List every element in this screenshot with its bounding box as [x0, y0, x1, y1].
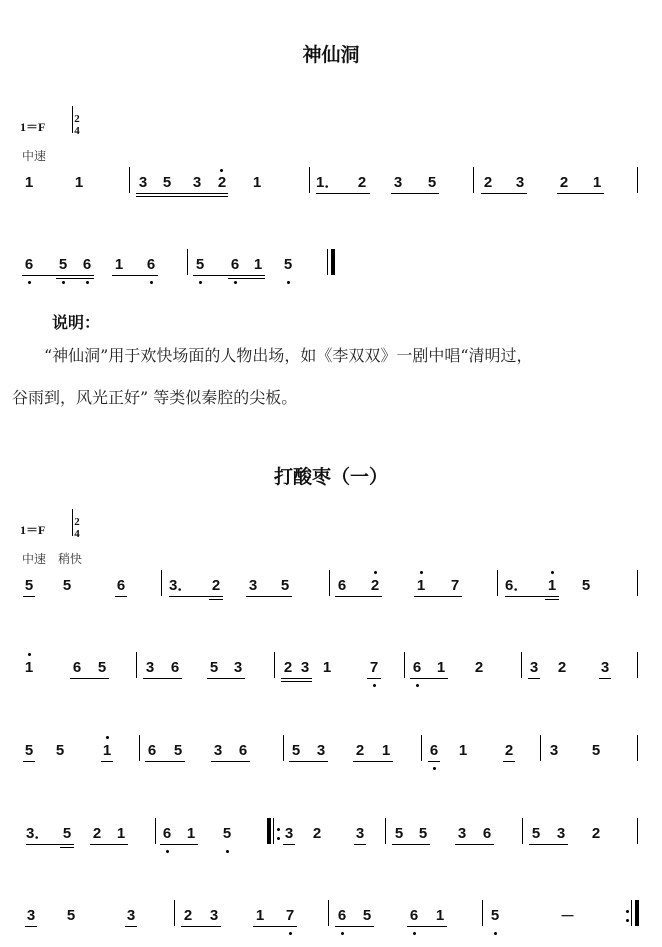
- notation-row: [0, 174, 662, 214]
- note: 1: [114, 256, 124, 273]
- note: 5: [222, 825, 232, 842]
- note: 5: [62, 825, 72, 842]
- underline: [545, 599, 559, 600]
- notation-row: [0, 742, 662, 782]
- underline: [283, 844, 295, 845]
- note: 7: [369, 659, 379, 676]
- octave-dot: [433, 767, 436, 770]
- hold-dash: －: [560, 907, 576, 925]
- barline: [327, 249, 328, 275]
- note: 5: [195, 256, 205, 273]
- underline: [90, 844, 128, 845]
- note: 3: [515, 174, 525, 191]
- note: 3: [316, 742, 326, 759]
- note: 5: [418, 825, 428, 842]
- underline: [143, 678, 182, 679]
- octave-dot: [62, 281, 65, 284]
- note: 1: [436, 659, 446, 676]
- note: 2: [217, 174, 227, 191]
- note: 1: [253, 256, 263, 273]
- octave-dot: [374, 571, 377, 574]
- underline: [228, 278, 265, 279]
- notation-row: [0, 256, 662, 296]
- underline: [181, 926, 221, 927]
- barline: [540, 735, 541, 761]
- time-denominator: 4: [74, 125, 80, 137]
- note: 1: [252, 174, 262, 191]
- note: 6: [238, 742, 248, 759]
- note: 5: [58, 256, 68, 273]
- time-numerator: 2: [74, 113, 80, 125]
- underline: [428, 761, 440, 762]
- note: 5: [490, 907, 500, 924]
- note: 1．: [316, 174, 340, 191]
- time-signature: [71, 113, 83, 137]
- note: 5: [173, 742, 183, 759]
- note: 2: [559, 174, 569, 191]
- octave-dot: [416, 684, 419, 687]
- note: 2: [370, 577, 380, 594]
- note: 6: [162, 825, 172, 842]
- note: 5: [427, 174, 437, 191]
- key-signature: 1＝F: [20, 120, 46, 134]
- octave-dot: [289, 932, 292, 935]
- barline: [329, 570, 330, 596]
- repeat-dot: [277, 828, 280, 831]
- note: 3: [26, 907, 36, 924]
- note: 3．: [26, 825, 50, 842]
- note: 6: [230, 256, 240, 273]
- note: 3: [300, 659, 310, 676]
- explanation-heading: 说明：: [52, 313, 101, 332]
- barline: [174, 900, 175, 926]
- note: 6: [170, 659, 180, 676]
- barline: [497, 570, 498, 596]
- note: 1: [24, 659, 34, 676]
- note: 1: [24, 174, 34, 191]
- underline: [505, 596, 559, 597]
- tempo-marking: 中速: [22, 149, 47, 163]
- octave-dot: [150, 281, 153, 284]
- note: 3: [529, 659, 539, 676]
- note: 1: [416, 577, 426, 594]
- barline: [637, 570, 638, 596]
- underline: [529, 844, 568, 845]
- barline: [637, 167, 638, 193]
- barline: [328, 900, 329, 926]
- note: 1: [116, 825, 126, 842]
- note: 2: [183, 907, 193, 924]
- barline: [129, 167, 130, 193]
- underline: [60, 847, 74, 848]
- note: 1: [186, 825, 196, 842]
- underline: [56, 278, 94, 279]
- underline: [410, 678, 448, 679]
- note: 1: [255, 907, 265, 924]
- barline: [631, 900, 632, 926]
- note: 5: [24, 742, 34, 759]
- underline: [136, 196, 228, 197]
- repeat-barline: [267, 818, 271, 844]
- note: 3: [192, 174, 202, 191]
- underline: [353, 761, 393, 762]
- underline: [169, 596, 223, 597]
- underline: [23, 596, 35, 597]
- octave-dot: [106, 736, 109, 739]
- note: 6: [24, 256, 34, 273]
- underline: [101, 761, 113, 762]
- note: 7: [450, 577, 460, 594]
- octave-dot: [494, 932, 497, 935]
- underline: [115, 596, 127, 597]
- note: 3: [556, 825, 566, 842]
- underline: [455, 844, 494, 845]
- repeat-dot: [277, 837, 280, 840]
- underline: [281, 678, 312, 679]
- note: 2: [312, 825, 322, 842]
- underline: [211, 761, 250, 762]
- song-title: 打酸枣（一）: [273, 466, 388, 488]
- note: 6: [82, 256, 92, 273]
- note: 2: [474, 659, 484, 676]
- explanation-line: 谷雨到，风光正好” 等类似秦腔的尖板。: [12, 388, 298, 407]
- underline: [209, 599, 223, 600]
- note: 5: [581, 577, 591, 594]
- note: 6: [147, 742, 157, 759]
- note: 3: [248, 577, 258, 594]
- note: 6．: [505, 577, 529, 594]
- key-signature: 1＝F: [20, 523, 46, 537]
- note: 3: [600, 659, 610, 676]
- octave-dot: [413, 932, 416, 935]
- time-signature: [71, 516, 83, 540]
- octave-dot: [287, 281, 290, 284]
- note: 3: [284, 825, 294, 842]
- time-denominator: 4: [74, 528, 80, 540]
- note: 2: [92, 825, 102, 842]
- note: 3: [233, 659, 243, 676]
- underline: [22, 275, 94, 276]
- note: 5: [531, 825, 541, 842]
- underline: [23, 761, 35, 762]
- barline: [155, 818, 156, 844]
- barline: [187, 249, 188, 275]
- barline: [637, 735, 638, 761]
- underline: [528, 678, 540, 679]
- underline: [160, 844, 198, 845]
- note: 6: [72, 659, 82, 676]
- repeat-dot: [626, 910, 629, 913]
- underline: [367, 678, 381, 679]
- underline: [414, 596, 462, 597]
- note: 3: [145, 659, 155, 676]
- underline: [599, 678, 611, 679]
- notation-row: [0, 825, 662, 865]
- note: 2: [283, 659, 293, 676]
- note: 5: [283, 256, 293, 273]
- repeat-barline: [635, 900, 639, 926]
- note: 3: [213, 742, 223, 759]
- note: 1: [547, 577, 557, 594]
- repeat-dot: [626, 919, 629, 922]
- underline: [145, 761, 185, 762]
- note: 7: [285, 907, 295, 924]
- barline: [273, 818, 274, 844]
- note: 5: [291, 742, 301, 759]
- tempo-marking: 中速 稍快: [22, 552, 83, 566]
- note: 3．: [169, 577, 193, 594]
- barline: [521, 652, 522, 678]
- note: 5: [394, 825, 404, 842]
- note: 5: [209, 659, 219, 676]
- note: 6: [146, 256, 156, 273]
- note: 1: [458, 742, 468, 759]
- note: 3: [126, 907, 136, 924]
- note: 3: [393, 174, 403, 191]
- notation-row: [0, 907, 662, 947]
- notation-row: [0, 659, 662, 699]
- note: 6: [409, 907, 419, 924]
- note: 3: [209, 907, 219, 924]
- underline: [70, 678, 109, 679]
- barline: [482, 900, 483, 926]
- note: 6: [482, 825, 492, 842]
- note: 2: [591, 825, 601, 842]
- time-numerator: 2: [74, 516, 80, 528]
- underline: [193, 275, 265, 276]
- underline: [136, 193, 228, 194]
- note: 2: [357, 174, 367, 191]
- note: 2: [355, 742, 365, 759]
- final-barline: [331, 249, 335, 275]
- octave-dot: [166, 850, 169, 853]
- note: 1: [592, 174, 602, 191]
- underline: [316, 193, 370, 194]
- underline: [354, 844, 366, 845]
- underline: [112, 275, 158, 276]
- underline: [503, 761, 515, 762]
- note: 3: [549, 742, 559, 759]
- note: 1: [435, 907, 445, 924]
- underline: [246, 596, 292, 597]
- note: 1: [102, 742, 112, 759]
- underline: [557, 193, 604, 194]
- underline: [253, 926, 297, 927]
- note: 5: [362, 907, 372, 924]
- note: 6: [429, 742, 439, 759]
- octave-dot: [420, 571, 423, 574]
- song-title: 神仙洞: [302, 44, 360, 66]
- note: 5: [62, 577, 72, 594]
- note: 3: [138, 174, 148, 191]
- barline: [421, 735, 422, 761]
- barline: [283, 735, 284, 761]
- note: 2: [211, 577, 221, 594]
- note: 1: [322, 659, 332, 676]
- note: 1: [381, 742, 391, 759]
- underline: [481, 193, 527, 194]
- note: 1: [74, 174, 84, 191]
- note: 6: [337, 907, 347, 924]
- barline: [274, 652, 275, 678]
- underline: [335, 926, 374, 927]
- note: 3: [355, 825, 365, 842]
- underline: [207, 678, 245, 679]
- underline: [391, 193, 439, 194]
- note: 5: [55, 742, 65, 759]
- note: 2: [557, 659, 567, 676]
- underline: [289, 761, 328, 762]
- octave-dot: [28, 653, 31, 656]
- octave-dot: [199, 281, 202, 284]
- note: 5: [97, 659, 107, 676]
- octave-dot: [551, 571, 554, 574]
- underline: [25, 926, 37, 927]
- note: 5: [24, 577, 34, 594]
- underline: [407, 926, 447, 927]
- octave-dot: [234, 281, 237, 284]
- octave-dot: [220, 169, 223, 172]
- barline: [404, 652, 405, 678]
- note: 5: [162, 174, 172, 191]
- underline: [335, 596, 382, 597]
- barline: [136, 652, 137, 678]
- barline: [161, 570, 162, 596]
- barline: [139, 735, 140, 761]
- note: 5: [280, 577, 290, 594]
- barline: [522, 818, 523, 844]
- note: 6: [412, 659, 422, 676]
- barline: [637, 818, 638, 844]
- underline: [26, 844, 74, 845]
- note: 2: [483, 174, 493, 191]
- octave-dot: [86, 281, 89, 284]
- note: 6: [337, 577, 347, 594]
- note: 6: [116, 577, 126, 594]
- barline: [637, 652, 638, 678]
- octave-dot: [226, 850, 229, 853]
- barline: [309, 167, 310, 193]
- note: 5: [66, 907, 76, 924]
- octave-dot: [341, 932, 344, 935]
- octave-dot: [373, 684, 376, 687]
- underline: [392, 844, 430, 845]
- barline: [473, 167, 474, 193]
- underline: [281, 681, 312, 682]
- octave-dot: [28, 281, 31, 284]
- barline: [385, 818, 386, 844]
- explanation-line: “神仙洞”用于欢快场面的人物出场，如《李双双》一剧中唱“清明过，: [44, 346, 533, 365]
- note: 3: [457, 825, 467, 842]
- underline: [125, 926, 137, 927]
- note: 5: [591, 742, 601, 759]
- note: 2: [504, 742, 514, 759]
- notation-row: [0, 577, 662, 617]
